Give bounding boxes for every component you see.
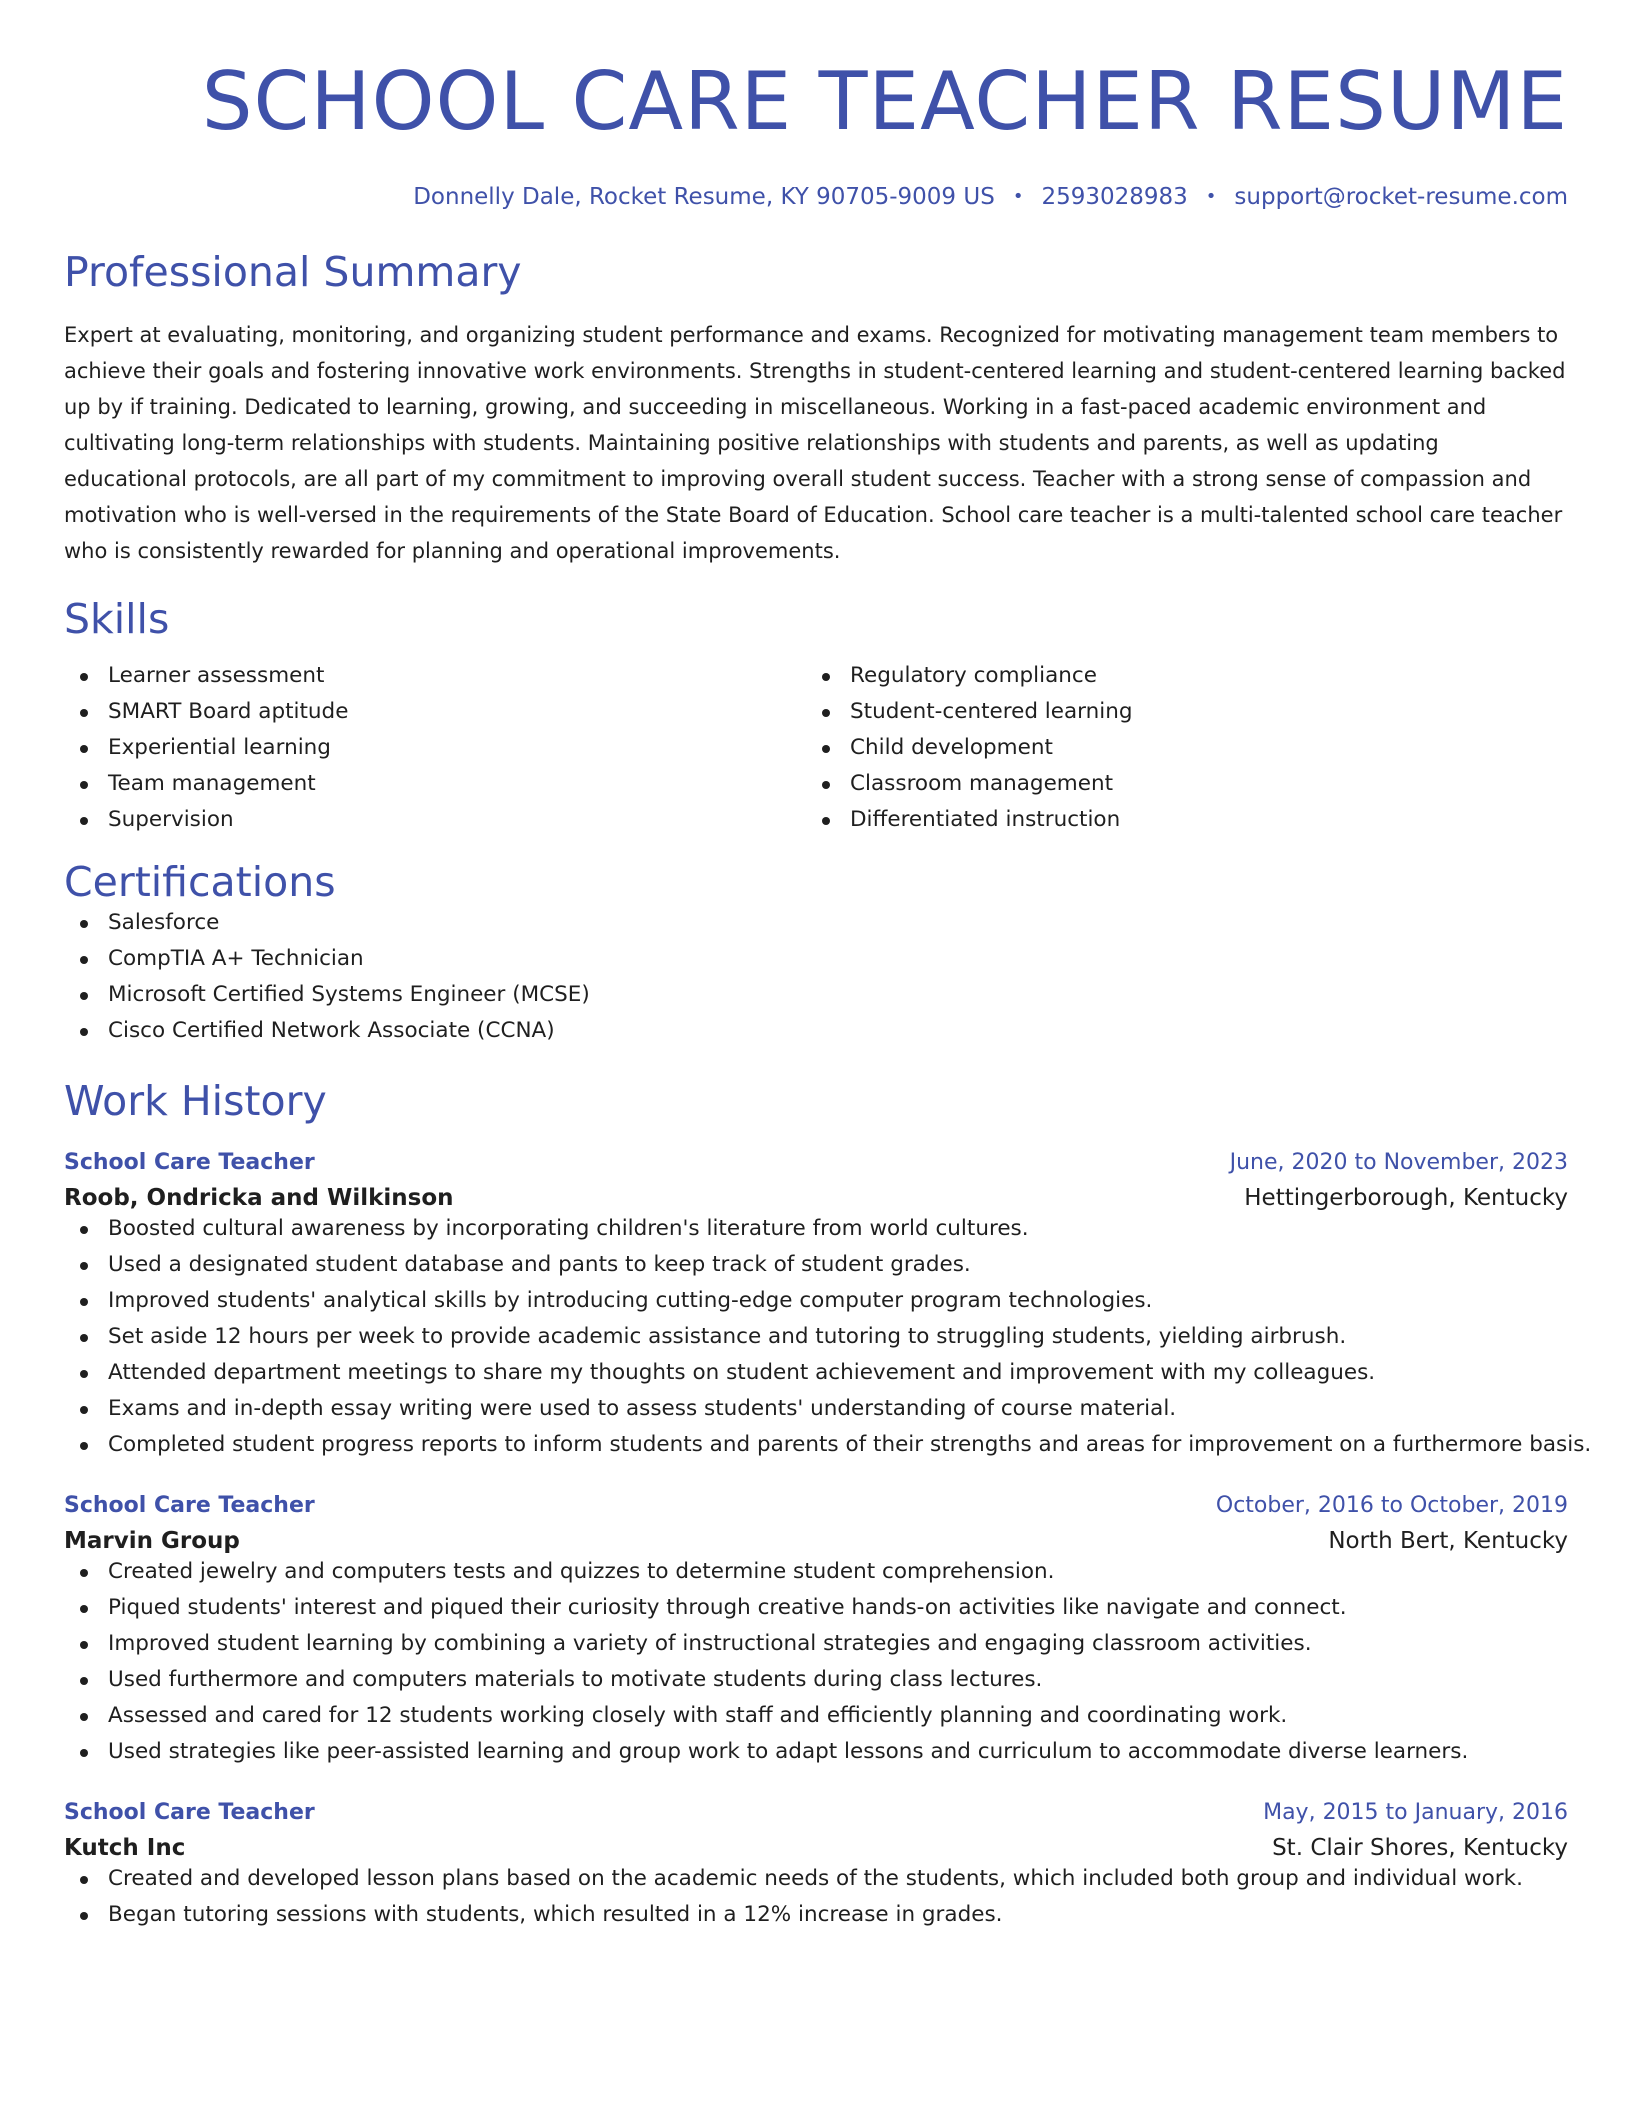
job-bullet: Piqued students' interest and piqued their curiosity through creative hands-on activities like navigate and connect. [64, 1590, 1568, 1626]
skill-item: Team management [64, 766, 806, 802]
certification-item: Cisco Certified Network Associate (CCNA) [64, 1013, 1568, 1049]
job-company: Kutch Inc [64, 1835, 186, 1862]
job-bullet: Attended department meetings to share my thoughts on student achievement and improvement with my colleagues. [64, 1355, 1568, 1391]
job-company: Roob, Ondricka and Wilkinson [64, 1185, 454, 1212]
contact-address: Donnelly Dale, Rocket Resume, KY 90705-9009 US [413, 184, 995, 210]
skills-heading: Skills [64, 595, 170, 644]
job-dates: June, 2020 to November, 2023 [1229, 1150, 1568, 1176]
contact-separator: • [1012, 186, 1024, 207]
job-dates: October, 2016 to October, 2019 [1215, 1493, 1568, 1519]
skill-item: Regulatory compliance [806, 658, 1548, 694]
skill-item: Classroom management [806, 766, 1548, 802]
job-bullet: Used furthermore and computers materials to motivate students during class lectures. [64, 1662, 1568, 1698]
skill-item: SMART Board aptitude [64, 694, 806, 730]
job-bullet: Set aside 12 hours per week to provide academic assistance and tutoring to struggling students, yielding airbrush. [64, 1319, 1568, 1355]
skills-list-right [806, 658, 1548, 838]
certification-item: Microsoft Certified Systems Engineer (MCSE) [64, 977, 1568, 1013]
job-bullets [64, 1211, 1592, 1463]
job-bullet: Created jewelry and computers tests and quizzes to determine student comprehension. [64, 1554, 1568, 1590]
certification-item: Salesforce [64, 905, 1568, 941]
job-bullet: Improved student learning by combining a variety of instructional strategies and engaging classroom activities. [64, 1626, 1568, 1662]
summary-text: Expert at evaluating, monitoring, and organizing student performance and exams. Recognized for motivating management team members to achieve their goals and fostering innovative work environments. Strengths in student-centered learning and student-centered learning backed up by if training. Dedicated to learning, growing, and succeeding in miscellaneous. Working in a fast-paced academic environment and cultivating long-term relationships with students. Maintaining positive relationships with students and parents, as well as updating educational protocols, are all part of my commitment to improving overall student success. Teacher with a strong sense of compassion and motivation who is well-versed in the requirements of the State Board of Education. School care teacher is a multi-talented school care teacher who is consistently rewarded for planning and operational improvements. [64, 323, 1566, 564]
job-company: Marvin Group [64, 1528, 240, 1555]
job-role: School Care Teacher [64, 1150, 315, 1176]
job-bullet: Used strategies like peer-assisted learning and group work to adapt lessons and curriculum to accommodate diverse learners. [64, 1734, 1568, 1770]
job-bullet: Exams and in-depth essay writing were used to assess students' understanding of course material. [64, 1391, 1568, 1427]
certifications-list [64, 905, 1568, 1049]
job-header [64, 1493, 1568, 1518]
job-bullets [64, 1861, 1568, 1933]
skill-item: Experiential learning [64, 730, 806, 766]
contact-line [64, 184, 1568, 210]
resume-title: SCHOOL CARE TEACHER RESUME [201, 55, 1568, 148]
job-subheader [64, 1835, 1568, 1861]
skill-item: Differentiated instruction [806, 802, 1548, 838]
skill-item: Learner assessment [64, 658, 806, 694]
job-bullet: Began tutoring sessions with students, which resulted in a 12% increase in grades. [64, 1897, 1568, 1933]
skill-item: Student-centered learning [806, 694, 1548, 730]
contact-email: support@rocket-resume.com [1234, 184, 1568, 210]
job-dates: May, 2015 to January, 2016 [1263, 1800, 1568, 1826]
job-header [64, 1800, 1568, 1825]
job-entry [64, 1493, 1568, 1770]
skill-item: Supervision [64, 802, 806, 838]
job-header [64, 1150, 1568, 1175]
job-bullet: Completed student progress reports to inform students and parents of their strengths and areas for improvement on a furthermore basis. [64, 1427, 1568, 1463]
job-role: School Care Teacher [64, 1493, 315, 1519]
job-bullet: Assessed and cared for 12 students working closely with staff and efficiently planning and coordinating work. [64, 1698, 1568, 1734]
job-subheader [64, 1528, 1568, 1554]
job-entry [64, 1150, 1592, 1463]
job-entry [64, 1800, 1568, 1933]
contact-separator: • [1205, 186, 1217, 207]
job-location: North Bert, Kentucky [1328, 1528, 1568, 1555]
job-role: School Care Teacher [64, 1800, 315, 1826]
job-bullet: Used a designated student database and pants to keep track of student grades. [64, 1247, 1568, 1283]
job-bullet: Improved students' analytical skills by introducing cutting-edge computer program technologies. [64, 1283, 1568, 1319]
certification-item: CompTIA A+ Technician [64, 941, 1568, 977]
certifications-heading: Certifications [64, 858, 336, 907]
skills-list-left [64, 658, 806, 838]
skills-grid [64, 658, 1568, 838]
job-location: Hettingerborough, Kentucky [1244, 1185, 1568, 1212]
job-location: St. Clair Shores, Kentucky [1272, 1835, 1568, 1862]
contact-phone: 2593028983 [1041, 184, 1188, 210]
work-history-heading: Work History [64, 1077, 327, 1126]
job-bullet: Boosted cultural awareness by incorporating children's literature from world cultures. [64, 1211, 1568, 1247]
skill-item: Child development [806, 730, 1548, 766]
job-subheader [64, 1185, 1568, 1211]
summary-heading: Professional Summary [64, 248, 522, 296]
job-bullet: Created and developed lesson plans based on the academic needs of the students, which included both group and individual work. [64, 1861, 1568, 1897]
job-bullets [64, 1554, 1568, 1770]
